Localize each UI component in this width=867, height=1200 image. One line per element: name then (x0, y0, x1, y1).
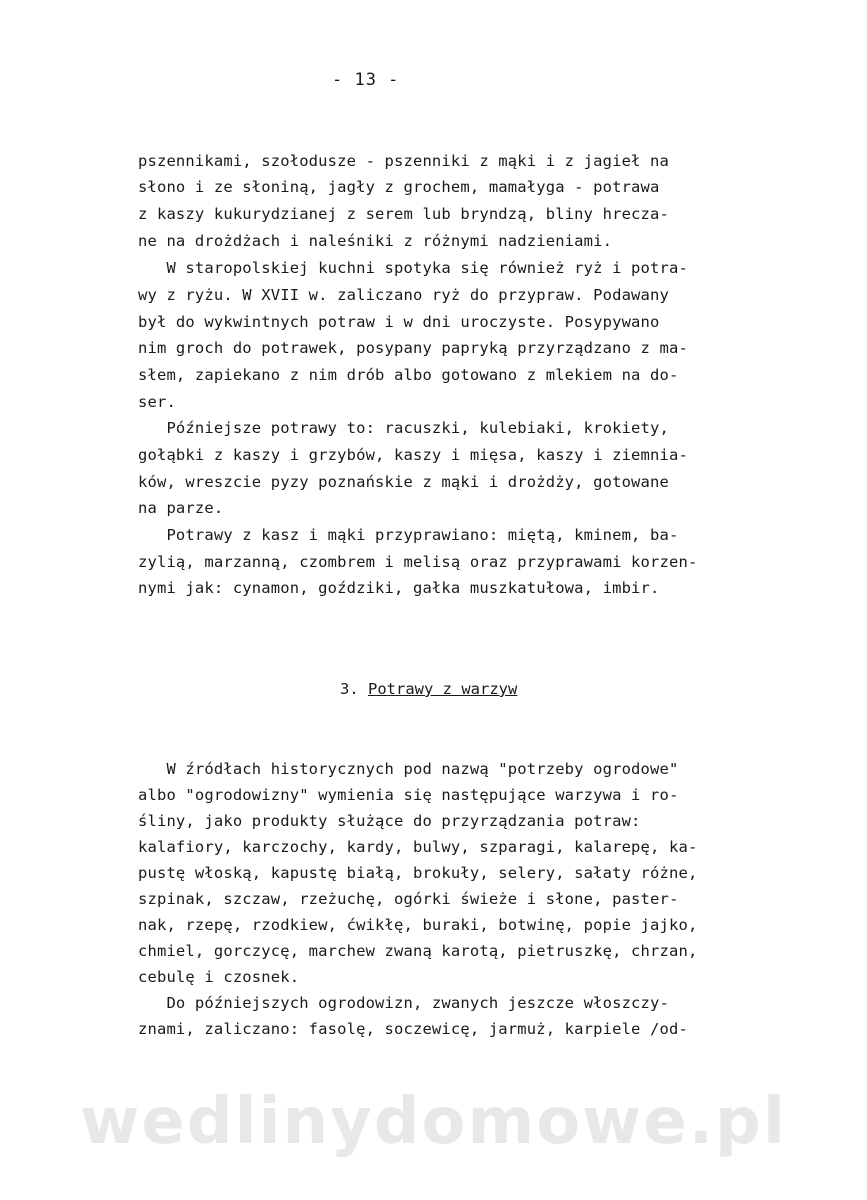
text-line: chmiel, gorczycę, marchew zwaną karotą, pietruszkę, chrzan, (138, 942, 698, 960)
text-line: ser. (138, 393, 176, 411)
text-line: był do wykwintnych potraw i w dni uroczyste. Posypywano (138, 313, 660, 331)
text-line: ne na drożdżach i naleśniki z różnymi nadzieniami. (138, 232, 613, 250)
text-line: cebulę i czosnek. (138, 968, 300, 986)
text-line: wy z ryżu. W XVII w. zaliczano ryż do przypraw. Podawany (138, 286, 669, 304)
text-line: nymi jak: cynamon, goździki, gałka muszkatułowa, imbir. (138, 579, 660, 597)
text-line: śliny, jako produkty służące do przyrządzania potraw: (138, 812, 641, 830)
text-line: albo "ogrodowizny" wymienia się następujące warzywa i ro- (138, 786, 679, 804)
text-line: pustę włoską, kapustę białą, brokuły, selery, sałaty różne, (138, 864, 698, 882)
section-title: Potrawy z warzyw (368, 680, 518, 698)
section-heading (340, 680, 517, 698)
text-line: szpinak, szczaw, rzeżuchę, ogórki świeże i słone, paster- (138, 890, 679, 908)
text-line: ków, wreszcie pyzy poznańskie z mąki i drożdży, gotowane (138, 473, 669, 491)
text-line: na parze. (138, 499, 224, 517)
text-line: nak, rzepę, rzodkiew, ćwikłę, buraki, botwinę, popie jajko, (138, 916, 698, 934)
text-line: słono i ze słoniną, jagły z grochem, mamałyga - potrawa (138, 178, 660, 196)
text-line: pszennikami, szołodusze - pszenniki z mąki i z jagieł na (138, 152, 669, 170)
text-line: W źródłach historycznych pod nazwą "potrzeby ogrodowe" (138, 760, 679, 778)
page-number: - 13 - (332, 70, 400, 90)
text-line: Potrawy z kasz i mąki przyprawiano: miętą, kminem, ba- (138, 526, 679, 544)
text-line: znami, zaliczano: fasolę, soczewicę, jarmuż, karpiele /od- (138, 1020, 688, 1038)
section-number: 3. (340, 680, 359, 698)
text-line: z kaszy kukurydzianej z serem lub bryndzą, bliny hrecza- (138, 205, 669, 223)
watermark: wedlinydomowe.pl (80, 1085, 787, 1159)
text-line: W staropolskiej kuchni spotyka się również ryż i potra- (138, 259, 688, 277)
text-line: Do późniejszych ogrodowizn, zwanych jeszcze włoszczy- (138, 994, 669, 1012)
text-line: zylią, marzanną, czombrem i melisą oraz przyprawami korzen- (138, 553, 698, 571)
text-line: Późniejsze potrawy to: racuszki, kulebiaki, krokiety, (138, 419, 669, 437)
text-line: nim groch do potrawek, posypany papryką przyrządzano z ma- (138, 339, 688, 357)
text-line: gołąbki z kaszy i grzybów, kaszy i mięsa, kaszy i ziemnia- (138, 446, 688, 464)
text-line: słem, zapiekano z nim drób albo gotowano z mlekiem na do- (138, 366, 679, 384)
text-line: kalafiory, karczochy, kardy, bulwy, szparagi, kalarepę, ka- (138, 838, 698, 856)
